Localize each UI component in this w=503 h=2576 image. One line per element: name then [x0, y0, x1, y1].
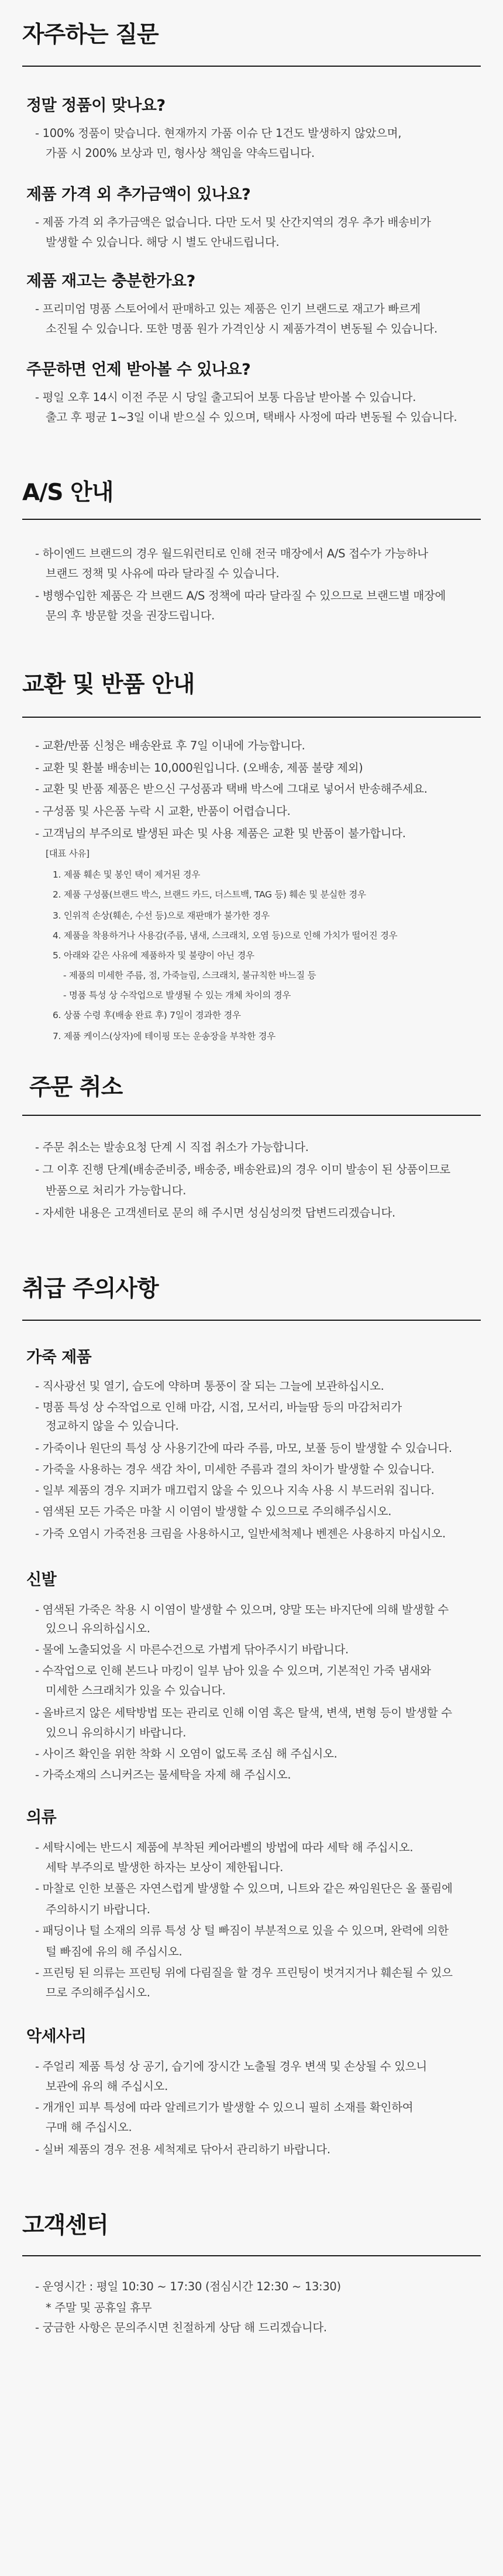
- as-line: 브랜드 정책 및 사유에 따라 달라질 수 있습니다.: [46, 567, 280, 580]
- shoes-line: - 염색된 가죽은 착용 시 이염이 발생할 수 있으며, 양말 또는 바지단에 의해 발생할 수: [35, 1603, 449, 1616]
- cancel-line: - 주문 취소는 발송요청 단계 시 직접 취소가 가능합니다.: [35, 1140, 309, 1154]
- exchange-line: - 교환/반품 신청은 배송완료 후 7일 이내에 가능합니다.: [35, 739, 305, 752]
- shoes-line: 있으니 유의하시기 바랍니다.: [46, 1726, 187, 1739]
- shoes-line: - 가죽소재의 스니커즈는 물세탁을 자제 해 주십시오.: [35, 1768, 291, 1782]
- cancel-line: 반품으로 처리가 가능합니다.: [46, 1184, 187, 1197]
- faq-answer-line: - 100% 정품이 맞습니다. 현재까지 가품 이슈 단 1건도 발생하지 않았으며,: [35, 126, 402, 140]
- shoes-line: 있으니 유의하십시오.: [46, 1622, 150, 1635]
- shoes-line: - 올바르지 않은 세탁방법 또는 관리로 인해 이염 혹은 탈색, 변색, 변형 등이 발생할 수: [35, 1706, 452, 1719]
- as-title: A/S 안내: [22, 479, 113, 506]
- leather-line: - 일부 제품의 경우 지퍼가 매끄럽지 않을 수 있으나 지속 사용 시 부드러워 집니다.: [35, 1484, 435, 1497]
- clothing-line: 주의하시기 바랍니다.: [46, 1903, 150, 1916]
- faq-answer-line: - 제품 가격 외 추가금액은 없습니다. 다만 도서 및 산간지역의 경우 추가 배송비가: [35, 215, 431, 229]
- faq-question: 정말 정품이 맞나요?: [26, 97, 166, 115]
- as-line: - 병행수입한 제품은 각 브랜드 A/S 정책에 따라 달라질 수 있으므로 브랜드별 매장에: [35, 589, 446, 602]
- reason-item: - 명품 특성 상 수작업으로 발생될 수 있는 개체 차이의 경우: [63, 990, 291, 1001]
- clothing-line: - 세탁시에는 반드시 제품에 부착된 케어라벨의 방법에 따라 세탁 해 주십시오.: [35, 1841, 414, 1854]
- cancel-line: - 그 이후 진행 단계(배송준비중, 배송중, 배송완료)의 경우 이미 발송이 된 상품이므로: [35, 1163, 450, 1176]
- reason-item: 1. 제품 훼손 및 봉인 택이 제거된 경우: [53, 869, 201, 880]
- faq-answer-line: - 프리미엄 명품 스토어에서 판매하고 있는 제품은 인기 브랜드로 재고가 빠르게: [35, 302, 421, 316]
- leather-title: 가죽 제품: [26, 1348, 92, 1366]
- leather-line: 정교하지 않을 수 있습니다.: [46, 1419, 179, 1433]
- faq-question: 제품 가격 외 추가금액이 있나요?: [26, 186, 251, 204]
- reason-item: 5. 아래와 같은 사유에 제품하자 및 불량이 아닌 경우: [53, 950, 254, 961]
- clothing-line: - 프린팅 된 의류는 프린팅 위에 다림질을 할 경우 프린팅이 벗겨지거나 훼손될 수 있으: [35, 1966, 453, 1979]
- leather-line: - 직사광선 및 열기, 습도에 약하며 통풍이 잘 되는 그늘에 보관하십시오.: [35, 1379, 384, 1393]
- reason-item: 3. 인위적 손상(훼손, 수선 등)으로 재판매가 불가한 경우: [53, 910, 270, 921]
- care-title: 취급 주의사항: [22, 1276, 159, 1302]
- clothing-line: 털 빠짐에 유의 해 주십시오.: [46, 1945, 182, 1958]
- cs-line: - 운영시간 : 평일 10:30 ~ 17:30 (점심시간 12:30 ~ 13:30): [35, 2280, 341, 2293]
- faq-answer-line: 출고 후 평균 1~3일 이내 받으실 수 있으며, 택배사 사정에 따라 변동될 수 있습니다.: [46, 410, 457, 424]
- exchange-line: - 교환 및 환불 배송비는 10,000원입니다. (오배송, 제품 불량 제외): [35, 761, 363, 775]
- leather-line: - 가죽이나 원단의 특성 상 사용기간에 따라 주름, 마모, 보풀 등이 발생할 수 있습니다.: [35, 1441, 452, 1455]
- clothing-line: 세탁 부주의로 발생한 하자는 보상이 제한됩니다.: [46, 1861, 284, 1874]
- exchange-line: - 고객님의 부주의로 발생된 파손 및 사용 제품은 교환 및 반품이 불가합니다.: [35, 827, 406, 840]
- faq-answer-line: 소진될 수 있습니다. 또한 명품 원가 가격인상 시 제품가격이 변동될 수 있습니다.: [46, 322, 437, 335]
- as-line: - 하이엔드 브랜드의 경우 월드워런티로 인해 전국 매장에서 A/S 접수가 가능하나: [35, 547, 428, 560]
- cs-line: * 주말 및 공휴일 휴무: [46, 2301, 152, 2314]
- cs-line: - 궁금한 사항은 문의주시면 친절하게 상담 해 드리겠습니다.: [35, 2321, 327, 2334]
- faq-answer-line: 발생할 수 있습니다. 해당 시 별도 안내드립니다.: [46, 235, 280, 249]
- accessories-line: 구매 해 주십시오.: [46, 2121, 132, 2134]
- shoes-line: - 사이즈 확인을 위한 착화 시 오염이 없도록 조심 해 주십시오.: [35, 1747, 337, 1760]
- reasons-title: [대표 사유]: [46, 848, 89, 859]
- accessories-line: - 실버 제품의 경우 전용 세척제로 닦아서 관리하기 바랍니다.: [35, 2143, 330, 2156]
- clothing-line: - 마찰로 인한 보풀은 자연스럽게 발생할 수 있으며, 니트와 같은 짜임원단은 올 풀림에: [35, 1882, 453, 1895]
- clothing-title: 의류: [26, 1808, 57, 1827]
- exchange-title: 교환 및 반품 안내: [22, 672, 195, 698]
- as-divider: [22, 519, 481, 520]
- accessories-title: 악세사리: [26, 2027, 87, 2046]
- cancel-title: 주문 취소: [29, 1074, 123, 1101]
- cancel-divider: [22, 1115, 481, 1116]
- reason-item: 2. 제품 구성품(브랜드 박스, 브랜드 카드, 더스트백, TAG 등) 훼손 및 분실한 경우: [53, 889, 366, 900]
- cancel-line: - 자세한 내용은 고객센터로 문의 해 주시면 성심성의껏 답변드리겠습니다.: [35, 1206, 395, 1220]
- leather-line: - 가죽 오염시 가죽전용 크림을 사용하시고, 일반세척제나 벤젠은 사용하지 마십시오.: [35, 1527, 446, 1540]
- cs-divider: [22, 2255, 481, 2256]
- accessories-line: - 개개인 피부 특성에 따라 알레르기가 발생할 수 있으니 필히 소재를 확인하여: [35, 2101, 414, 2114]
- clothing-line: - 패딩이나 털 소재의 의류 특성 상 털 빠짐이 부분적으로 있을 수 있으며, 완력에 의한: [35, 1924, 449, 1937]
- clothing-line: 므로 주의해주십시오.: [46, 1986, 150, 1999]
- exchange-line: - 교환 및 반품 제품은 받으신 구성품과 택배 박스에 그대로 넣어서 반송해주세요.: [35, 782, 428, 796]
- leather-line: - 명품 특성 상 수작업으로 인해 마감, 시접, 모서리, 바늘땀 등의 마감처리가: [35, 1400, 402, 1414]
- exchange-line: - 구성품 및 사은품 누락 시 교환, 반품이 어렵습니다.: [35, 804, 291, 818]
- care-divider: [22, 1320, 481, 1321]
- as-line: 문의 후 방문할 것을 권장드립니다.: [46, 609, 215, 622]
- leather-line: - 염색된 모든 가죽은 마찰 시 이염이 발생할 수 있으므로 주의해주십시오.: [35, 1505, 392, 1518]
- leather-line: - 가죽을 사용하는 경우 색감 차이, 미세한 주름과 결의 차이가 발생할 수 있습니다.: [35, 1462, 435, 1476]
- faq-divider: [22, 66, 481, 67]
- shoes-line: 미세한 스크래치가 있을 수 있습니다.: [46, 1684, 226, 1697]
- faq-title: 자주하는 질문: [22, 22, 159, 48]
- faq-answer-line: 가품 시 200% 보상과 민, 형사상 책임을 약속드립니다.: [46, 146, 315, 160]
- shoes-line: - 물에 노출되었을 시 마른수건으로 가볍게 닦아주시기 바랍니다.: [35, 1643, 349, 1656]
- shoes-line: - 수작업으로 인해 본드나 마킹이 일부 남아 있을 수 있으며, 기본적인 가죽 냄새와: [35, 1664, 431, 1677]
- reason-item: 6. 상품 수령 후(배송 완료 후) 7일이 경과한 경우: [53, 1010, 241, 1020]
- reason-item: 4. 제품을 착용하거나 사용감(주름, 냄새, 스크래치, 오염 등)으로 인해 가치가 떨어진 경우: [53, 930, 398, 941]
- reason-item: 7. 제품 케이스(상자)에 테이핑 또는 운송장을 부착한 경우: [53, 1031, 275, 1042]
- faq-question: 제품 재고는 충분한가요?: [26, 272, 195, 290]
- reason-item: - 제품의 미세한 주름, 점, 가죽늘림, 스크래치, 불규칙한 바느질 등: [63, 970, 316, 981]
- exchange-divider: [22, 717, 481, 718]
- faq-answer-line: - 평일 오후 14시 이전 주문 시 당일 출고되어 보통 다음날 받아볼 수 있습니다.: [35, 390, 416, 404]
- faq-question: 주문하면 언제 받아볼 수 있나요?: [26, 361, 251, 379]
- accessories-line: - 주얼리 제품 특성 상 공기, 습기에 장시간 노출될 경우 변색 및 손상될 수 있으니: [35, 2060, 427, 2073]
- accessories-line: 보관에 유의 해 주십시오.: [46, 2080, 168, 2093]
- shoes-title: 신발: [26, 1571, 57, 1589]
- cs-title: 고객센터: [22, 2212, 108, 2239]
